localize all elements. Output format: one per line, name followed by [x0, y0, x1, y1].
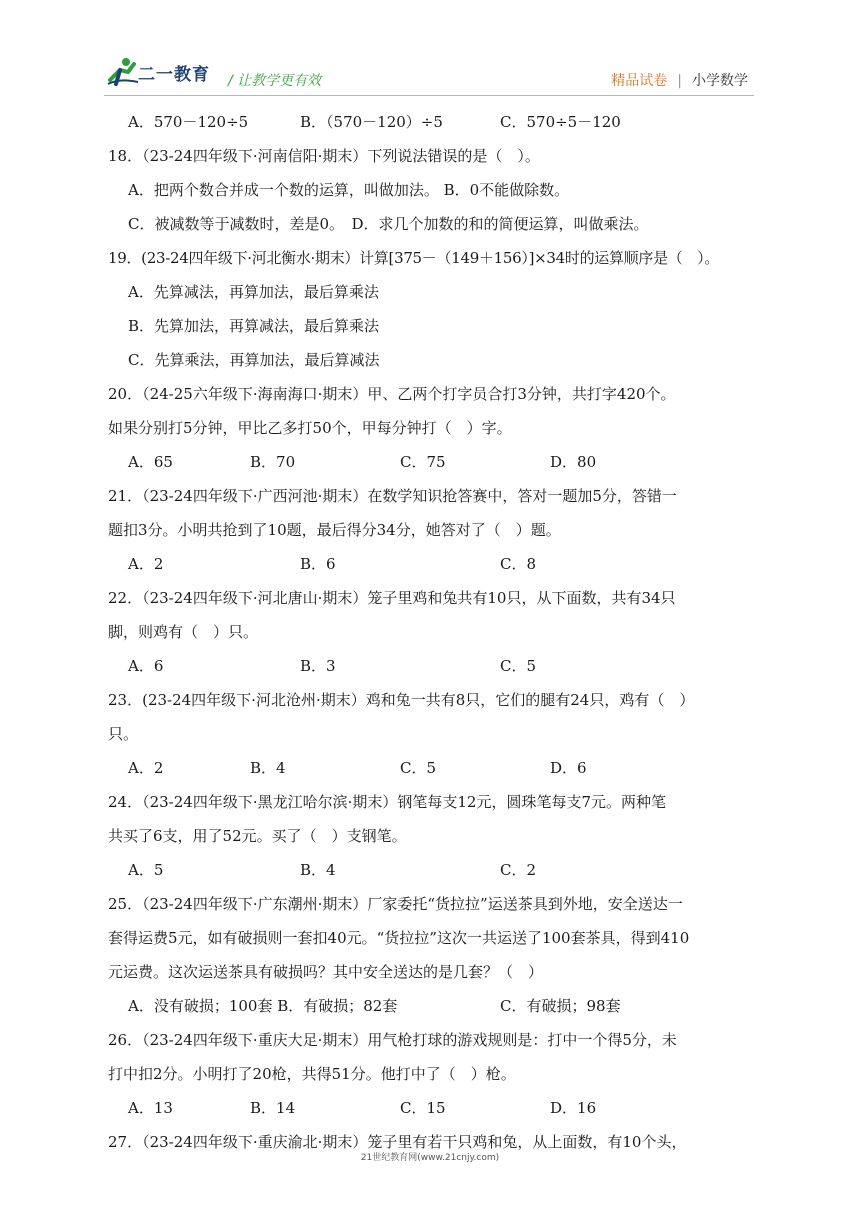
q26-option-c: C．15 — [400, 1099, 446, 1117]
runner-logo-icon — [106, 56, 140, 88]
header-right — [611, 70, 748, 90]
q26-options — [108, 1091, 764, 1125]
q25-stem-line2: 套得运费5元，如有破损则一套扣40元。“货拉拉”这次一共运送了100套茶具，得到410 — [108, 929, 690, 947]
q20-option-d: D．80 — [550, 453, 597, 471]
q22-stem-line1: 22．（23-24四年级下·河北唐山·期末）笼子里鸡和兔共有10只，从下面数，共有34只 — [108, 589, 676, 607]
page-footer: 21世纪教育网(www.21cnjy.com) — [360, 1153, 500, 1163]
q26-option-d: D．16 — [550, 1099, 597, 1117]
q22-option-c: C．5 — [500, 657, 537, 675]
q24-option-a: A．5 — [128, 861, 164, 879]
subject-label: 小学数学 — [692, 73, 748, 89]
q19-option-c: C．先算乘法，再算加法，最后算减法 — [128, 351, 380, 369]
q20-stem-line2: 如果分别打5分钟，甲比乙多打50个，甲每分钟打（ ）字。 — [108, 419, 512, 437]
q22-options — [108, 649, 764, 683]
q19-option-a: A．先算减法，再算加法，最后算乘法 — [128, 283, 379, 301]
q17-option-b: B．（570－120）÷5 — [300, 113, 443, 131]
q17-options — [108, 105, 764, 139]
q26-stem-line1: 26．（23-24四年级下·重庆大足·期末）用气枪打球的游戏规则是：打中一个得5分，未 — [108, 1031, 677, 1049]
q21-option-b: B．6 — [300, 555, 336, 573]
q18-options-ab: A．把两个数合并成一个数的运算，叫做加法。 B．0不能做除数。 — [128, 181, 570, 199]
q21-option-a: A．2 — [128, 555, 164, 573]
q20-options — [108, 445, 764, 479]
q22-option-a: A．6 — [128, 657, 164, 675]
header-divider — [104, 95, 754, 96]
q18-options-cd: C．被减数等于减数时，差是0。 D．求几个加数的和的简便运算，叫做乘法。 — [128, 215, 649, 233]
q26-option-a: A．13 — [128, 1099, 173, 1117]
q27-stem-line1: 27．（23-24四年级下·重庆渝北·期末）笼子里有若干只鸡和兔，从上面数，有10个头， — [108, 1133, 687, 1151]
q24-options — [108, 853, 764, 887]
q23-option-b: B．4 — [250, 759, 286, 777]
logo-text: 二一教育 — [138, 65, 210, 85]
q24-stem-line1: 24．（23-24四年级下·黑龙江哈尔滨·期末）钢笔每支12元，圆珠笔每支7元。两种笔 — [108, 793, 666, 811]
q24-option-b: B．4 — [300, 861, 336, 879]
q17-option-a: A．570－120÷5 — [128, 113, 249, 131]
q18-stem: 18．（23-24四年级下·河南信阳·期末）下列说法错误的是（ ）。 — [108, 147, 540, 165]
q21-stem-line2: 题扣3分。小明共抢到了10题，最后得分34分，她答对了（ ）题。 — [108, 521, 561, 539]
q21-options — [108, 547, 764, 581]
q20-option-c: C．75 — [400, 453, 446, 471]
q24-stem-line2: 共买了6支，用了52元。买了（ ）支钢笔。 — [108, 827, 407, 845]
page-header — [0, 0, 860, 104]
q22-stem-line2: 脚，则鸡有（ ）只。 — [108, 623, 259, 641]
q23-option-d: D．6 — [550, 759, 587, 777]
q17-option-c: C．570÷5－120 — [500, 113, 621, 131]
q21-option-c: C．8 — [500, 555, 537, 573]
q23-stem-line2: 只。 — [108, 725, 139, 743]
q20-option-b: B．70 — [250, 453, 296, 471]
logo — [106, 56, 226, 92]
q23-option-a: A．2 — [128, 759, 164, 777]
q23-stem-line1: 23．(23-24四年级下·河北沧州·期末）鸡和兔一共有8只，它们的腿有24只，鸡有（ ） — [108, 691, 695, 709]
q25-stem-line1: 25．（23-24四年级下·广东潮州·期末）厂家委托“货拉拉”运送茶具到外地，安全送达一 — [108, 895, 683, 913]
q25-stem-line3: 元运费。这次运送茶具有破损吗？其中安全送达的是几套？（ ） — [108, 963, 544, 981]
q25-option-c: C．有破损；98套 — [500, 997, 621, 1015]
slogan: / 让教学更有效 — [228, 73, 322, 89]
q26-option-b: B．14 — [250, 1099, 296, 1117]
q24-option-c: C．2 — [500, 861, 537, 879]
q23-options — [108, 751, 764, 785]
question-list — [108, 105, 764, 1159]
q26-stem-line2: 打中扣2分。小明打了20枪，共得51分。他打中了（ ）枪。 — [108, 1065, 516, 1083]
q20-option-a: A．65 — [128, 453, 173, 471]
q21-stem-line1: 21．（23-24四年级下·广西河池·期末）在数学知识抢答赛中，答对一题加5分，答错一 — [108, 487, 677, 505]
q25-options — [108, 989, 764, 1023]
q25-option-ab: A．没有破损；100套 B．有破损；82套 — [128, 997, 398, 1015]
q22-option-b: B．3 — [300, 657, 336, 675]
brand-label: 精品试卷 — [611, 73, 668, 89]
q19-stem: 19．(23-24四年级下·河北衡水·期末）计算[375－（149＋156）]×34时的运算顺序是（ ）。 — [108, 249, 720, 267]
q19-option-b: B．先算加法，再算减法，最后算乘法 — [128, 317, 380, 335]
q23-option-c: C．5 — [400, 759, 437, 777]
header-separator: | — [677, 73, 682, 89]
q20-stem-line1: 20．（24-25六年级下·海南海口·期末）甲、乙两个打字员合打3分钟，共打字420个。 — [108, 385, 676, 403]
